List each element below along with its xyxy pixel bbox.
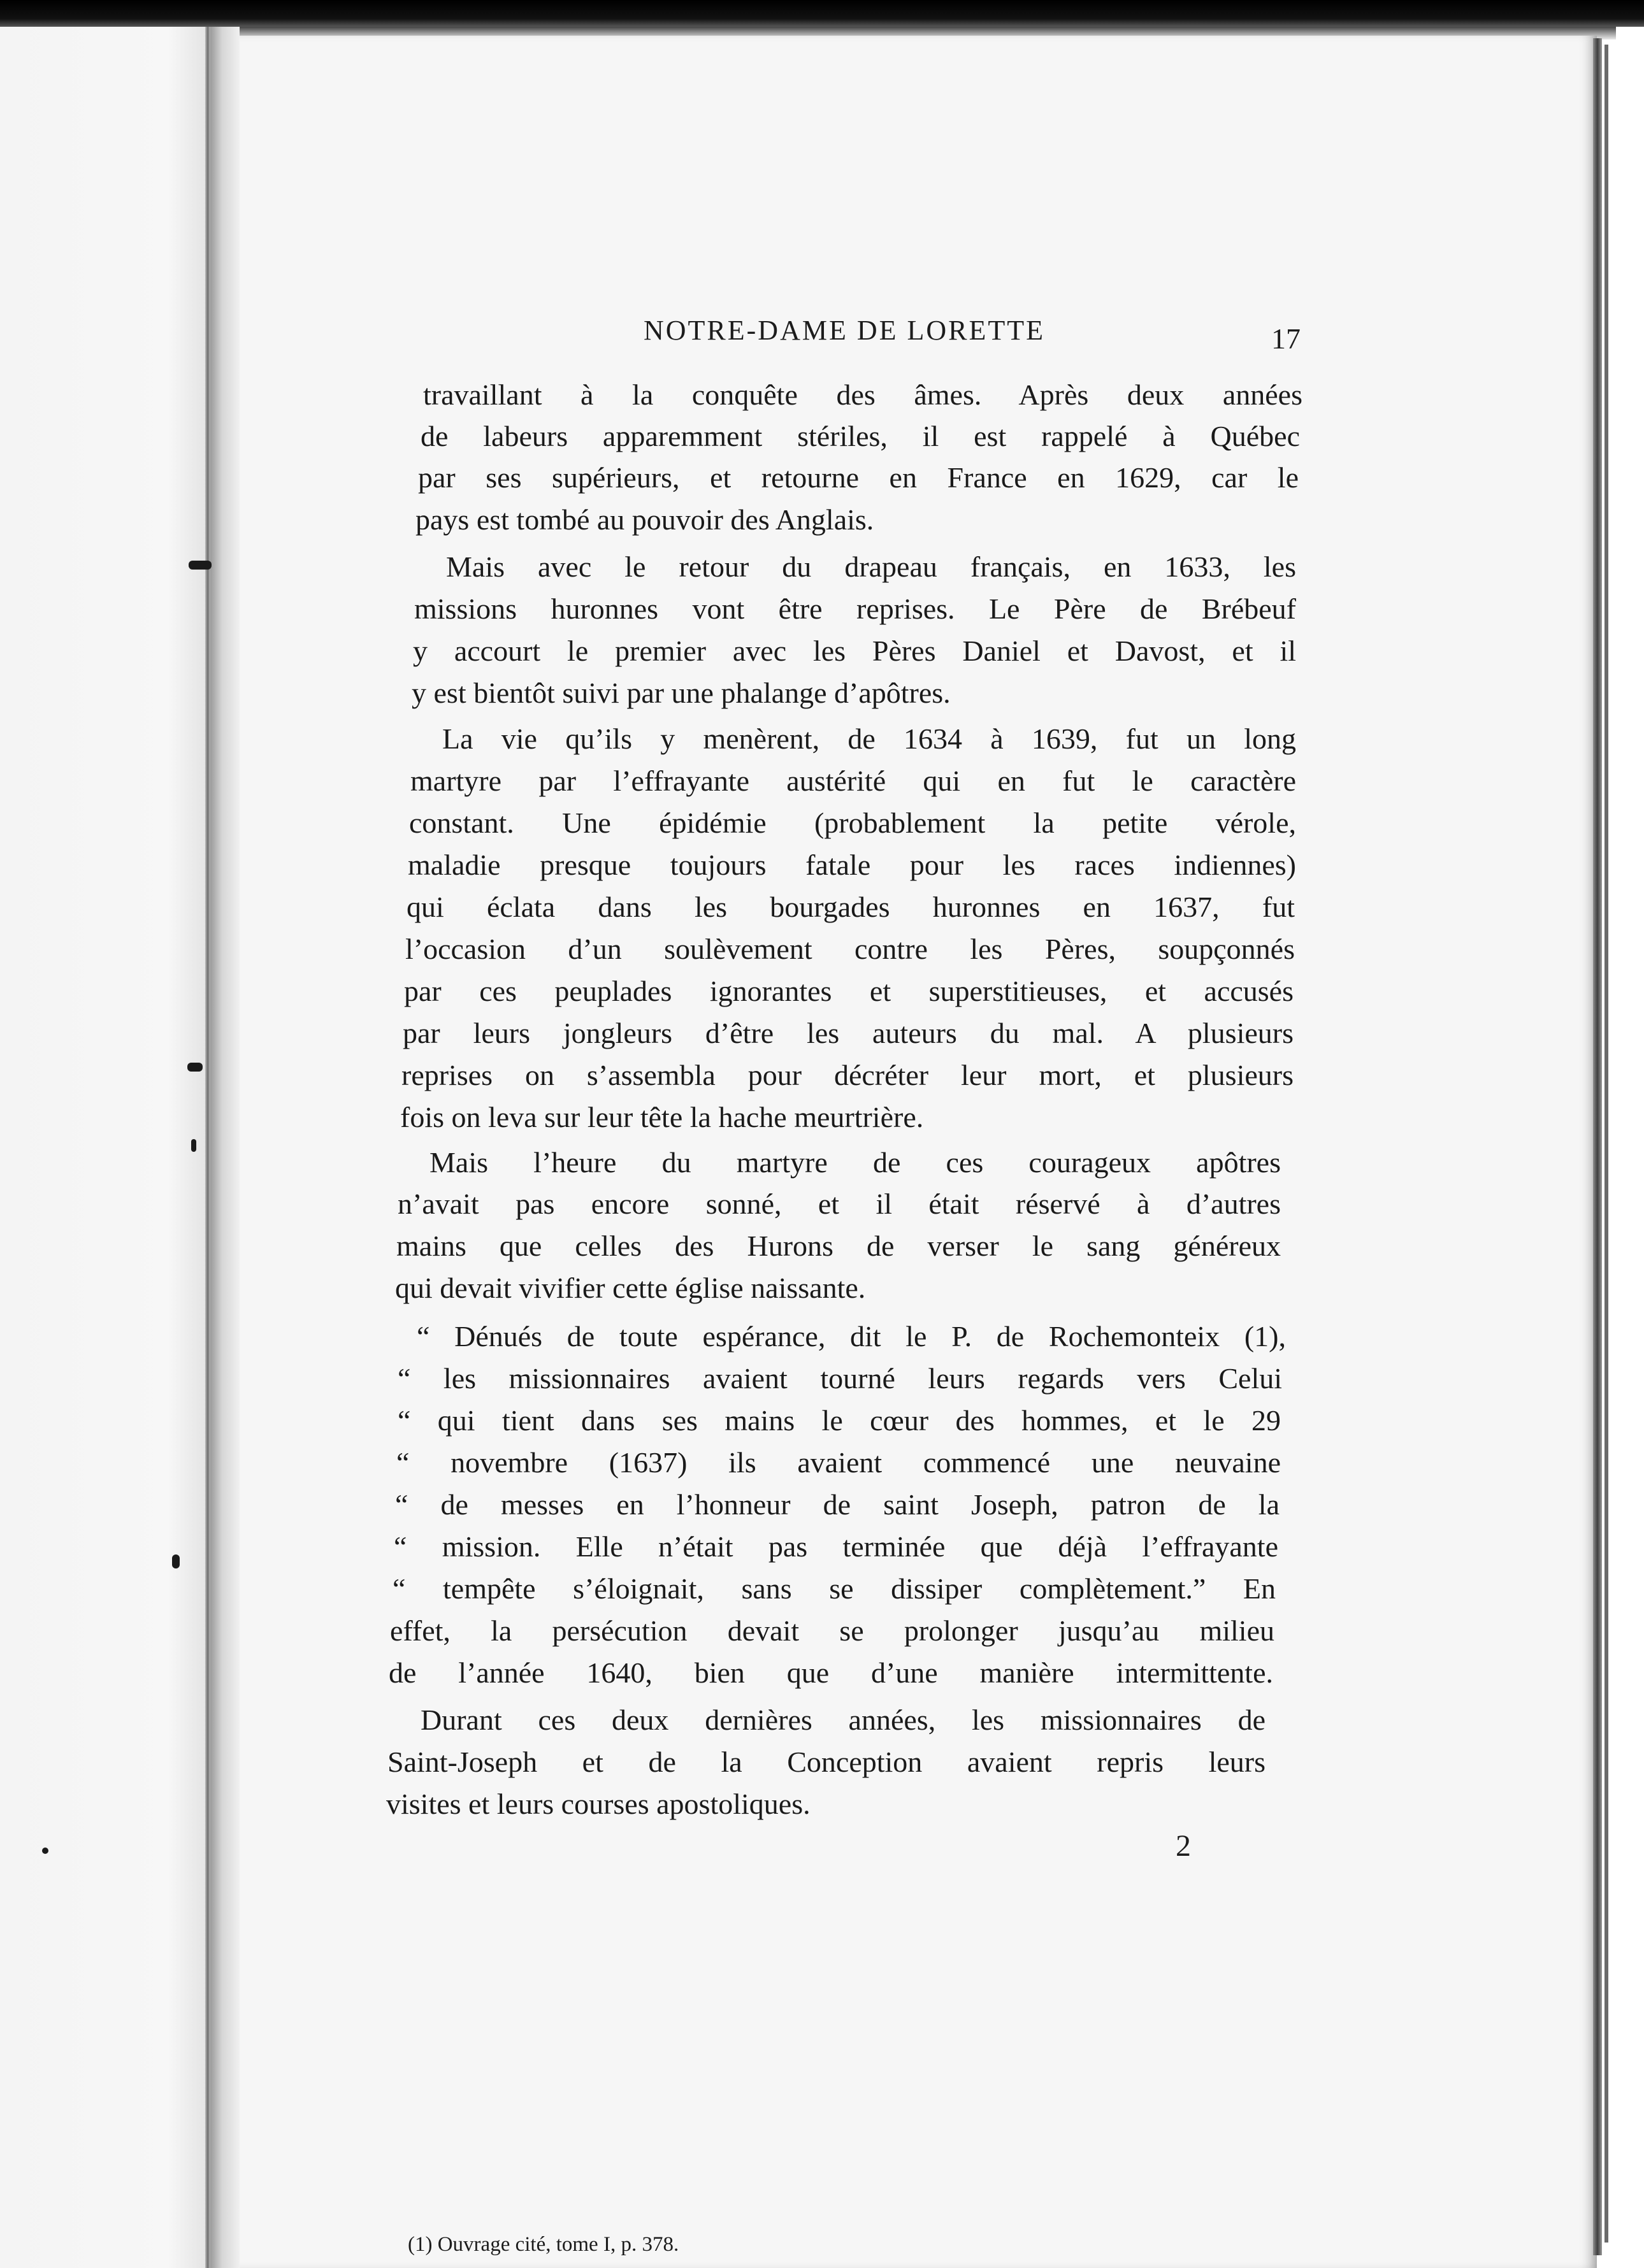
text-line: La vie qu’ils y menèrent, de 1634 à 1639, fut un long xyxy=(442,722,1296,755)
text-line: mains que celles des Hurons de verser le sang généreux xyxy=(396,1230,1281,1262)
text-line: par leurs jongleurs d’être les auteurs du mal. A plusieurs xyxy=(403,1017,1294,1049)
text-line: maladie presque toujours fatale pour les races indiennes) xyxy=(408,849,1296,881)
gutter-shadow xyxy=(210,27,240,2268)
left-page-edge xyxy=(205,27,210,2268)
binding-mark xyxy=(191,1139,196,1152)
text-line: martyre par l’effrayante austérité qui en fut le caractère xyxy=(410,764,1296,797)
text-line: effet, la persécution devait se prolonger jusqu’au milieu xyxy=(390,1614,1274,1647)
text-line: de l’année 1640, bien que d’une manière intermittente. xyxy=(389,1656,1273,1689)
text-line: qui éclata dans les bourgades huronnes en 1637, fut xyxy=(407,891,1295,923)
binding-mark xyxy=(172,1554,180,1568)
text-line: visites et leurs courses apostoliques. xyxy=(386,1788,811,1820)
signature-mark: 2 xyxy=(1176,1829,1191,1863)
text-line: “ Dénués de toute espérance, dit le P. de Rochemonteix (1), xyxy=(417,1320,1286,1353)
page-number: 17 xyxy=(1271,322,1301,355)
text-line: fois on leva sur leur tête la hache meurtrière. xyxy=(400,1101,924,1133)
binding-mark xyxy=(189,561,212,570)
text-line: reprises on s’assembla pour décréter leur mort, et plusieurs xyxy=(401,1059,1294,1091)
running-head: NOTRE-DAME DE LORETTE xyxy=(644,315,1046,346)
text-line: Mais avec le retour du drapeau français, en 1633, les xyxy=(446,550,1296,583)
text-line: travaillant à la conquête des âmes. Après deux années xyxy=(423,378,1302,411)
binding-mark xyxy=(187,1063,203,1072)
text-line: Saint-Joseph et de la Conception avaient repris leurs xyxy=(387,1746,1265,1778)
footnote: (1) Ouvrage cité, tome I, p. 378. xyxy=(408,2233,679,2256)
left-facing-page xyxy=(0,27,210,2268)
text-line: pays est tombé au pouvoir des Anglais. xyxy=(415,503,874,536)
text-line: “ tempête s’éloignait, sans se dissiper complètement.” En xyxy=(393,1572,1276,1605)
text-line: Durant ces deux dernières années, les missionnaires de xyxy=(421,1704,1265,1736)
text-line: “ novembre (1637) ils avaient commencé une neuvaine xyxy=(396,1446,1281,1479)
scanner-frame-top xyxy=(0,0,1644,27)
text-line: “ qui tient dans ses mains le cœur des hommes, et le 29 xyxy=(398,1404,1281,1437)
text-line: missions huronnes vont être reprises. Le Père de Brébeuf xyxy=(414,592,1296,625)
text-line: y est bientôt suivi par une phalange d’apôtres. xyxy=(412,677,951,709)
text-line: “ mission. Elle n’était pas terminée que déjà l’effrayante xyxy=(394,1530,1278,1563)
text-line: qui devait vivifier cette église naissante. xyxy=(395,1272,866,1304)
text-line: de labeurs apparemment stériles, il est rappelé à Québec xyxy=(421,420,1300,452)
text-line: constant. Une épidémie (probablement la petite vérole, xyxy=(409,807,1296,839)
page-right-edge-inner xyxy=(1604,45,1608,2243)
binding-mark xyxy=(42,1848,48,1854)
page-right-edge xyxy=(1593,38,1602,2255)
text-line: y accourt le premier avec les Pères Daniel et Davost, et il xyxy=(413,635,1296,667)
text-line: par ces peuplades ignorantes et superstitieuses, et accusés xyxy=(404,975,1294,1007)
text-line: “ les missionnaires avaient tourné leurs regards vers Celui xyxy=(398,1362,1282,1395)
text-line: Mais l’heure du martyre de ces courageux apôtres xyxy=(429,1146,1281,1179)
text-line: n’avait pas encore sonné, et il était réservé à d’autres xyxy=(398,1188,1281,1220)
text-line: “ de messes en l’honneur de saint Joseph, patron de la xyxy=(395,1488,1280,1521)
text-line: par ses supérieurs, et retourne en France en 1629, car le xyxy=(418,461,1299,494)
text-line: l’occasion d’un soulèvement contre les Pères, soupçonnés xyxy=(405,933,1295,965)
